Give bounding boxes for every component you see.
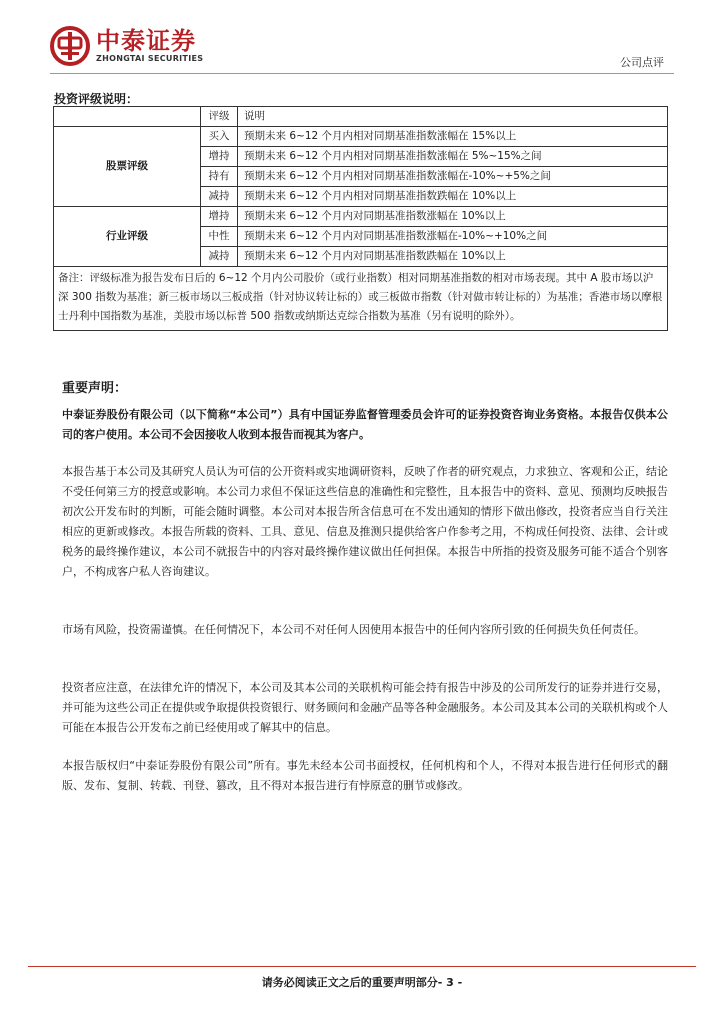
rating-level: 持有 [201, 167, 238, 187]
rating-description: 预期未来 6~12 个月内对同期基准指数跌幅在 10%以上 [238, 247, 668, 267]
footer-notice: 请务必阅读正文之后的重要声明部分 [261, 976, 438, 989]
company-logo [50, 24, 203, 68]
table-header-row [54, 107, 668, 127]
logo-chinese-name: 中泰证券 [96, 27, 196, 55]
table-header-level: 评级 [201, 107, 238, 127]
zhongtai-logo-icon [50, 26, 90, 66]
rating-description: 预期未来 6~12 个月内相对同期基准指数涨幅在 15%以上 [238, 127, 668, 147]
document-type-label: 公司点评 [620, 56, 664, 69]
page-footer [0, 974, 724, 990]
rating-note: 备注：评级标准为报告发布日后的 6~12 个月内公司股价（或行业指数）相对同期基准指数的相对市场表现。其中 A 股市场以沪深 300 指数为基准；新三板市场以三板成指（针对协议转让标的）或三板做市指数（针对做市转让标的）为基准；香港市场以摩根士丹利中国指数为基准，美股市场以标普 500 指数或纳斯达克综合指数为基准（另有说明的除外）。 [54, 267, 668, 331]
declaration-paragraph-5: 本报告版权归“中泰证券股份有限公司”所有。事先未经本公司书面授权，任何机构和个人，不得对本报告进行任何形式的翻版、发布、复制、转载、刊登、篡改，且不得对本报告进行有悖原意的删节或修改。 [62, 759, 668, 792]
footer-divider [28, 966, 696, 967]
rating-level: 增持 [201, 207, 238, 227]
rating-level: 买入 [201, 127, 238, 147]
rating-description: 预期未来 6~12 个月内对同期基准指数涨幅在-10%~+10%之间 [238, 227, 668, 247]
table-header-desc: 说明 [238, 107, 668, 127]
rating-description: 预期未来 6~12 个月内相对同期基准指数跌幅在 10%以上 [238, 187, 668, 207]
stock-rating-category: 股票评级 [54, 127, 201, 207]
rating-level: 减持 [201, 247, 238, 267]
declaration-paragraph-2: 本报告基于本公司及其研究人员认为可信的公开资料或实地调研资料，反映了作者的研究观点，力求独立、客观和公正，结论不受任何第三方的授意或影响。本公司力求但不保证这些信息的准确性和完整性，且本报告中的资料、意见、预测均反映报告初次公开发布时的判断，可能会随时调整。本公司对本报告所含信息可在不发出通知的情形下做出修改，投资者应当自行关注相应的更新或修改。本报告所载的资料、工具、意见、信息及推测只提供给客户作参考之用，不构成任何投资、法律、会计或税务的最终操作建议，本公司不就报告中的内容对最终操作建议做出任何担保。本报告中所指的投资及服务可能不适合个别客户，不构成客户私人咨询建议。 [62, 465, 668, 578]
table-row [54, 207, 668, 227]
logo-english-name: ZHONGTAI SECURITIES [96, 54, 204, 63]
rating-level: 减持 [201, 187, 238, 207]
table-row [54, 127, 668, 147]
declaration-paragraph-4: 投资者应注意，在法律允许的情况下，本公司及其本公司的关联机构可能会持有报告中涉及的公司所发行的证券并进行交易，并可能为这些公司正在提供或争取提供投资银行、财务顾问和金融产品等各种金融服务。本公司及其本公司的关联机构或个人可能在本报告公开发布之前已经使用或了解其中的信息。 [62, 681, 668, 734]
rating-description: 预期未来 6~12 个月内相对同期基准指数涨幅在-10%~+5%之间 [238, 167, 668, 187]
rating-level: 增持 [201, 147, 238, 167]
declaration-paragraph-3: 市场有风险，投资需谨慎。在任何情况下，本公司不对任何人因使用本报告中的任何内容所引致的任何损失负任何责任。 [62, 623, 645, 636]
declaration-title: 重要声明： [62, 381, 128, 396]
industry-rating-category: 行业评级 [54, 207, 201, 267]
table-header-blank [54, 107, 201, 127]
rating-description: 预期未来 6~12 个月内对同期基准指数涨幅在 10%以上 [238, 207, 668, 227]
header-divider [50, 73, 674, 74]
rating-table [53, 106, 668, 331]
rating-description: 预期未来 6~12 个月内相对同期基准指数涨幅在 5%~15%之间 [238, 147, 668, 167]
rating-section-title: 投资评级说明： [54, 92, 139, 106]
table-note-row [54, 267, 668, 331]
page-number: - 3 - [437, 976, 463, 989]
declaration-paragraph-1: 中泰证券股份有限公司（以下简称“本公司”）具有中国证券监督管理委员会许可的证券投资咨询业务资格。本报告仅供本公司的客户使用。本公司不会因接收人收到本报告而视其为客户。 [62, 408, 668, 441]
rating-level: 中性 [201, 227, 238, 247]
